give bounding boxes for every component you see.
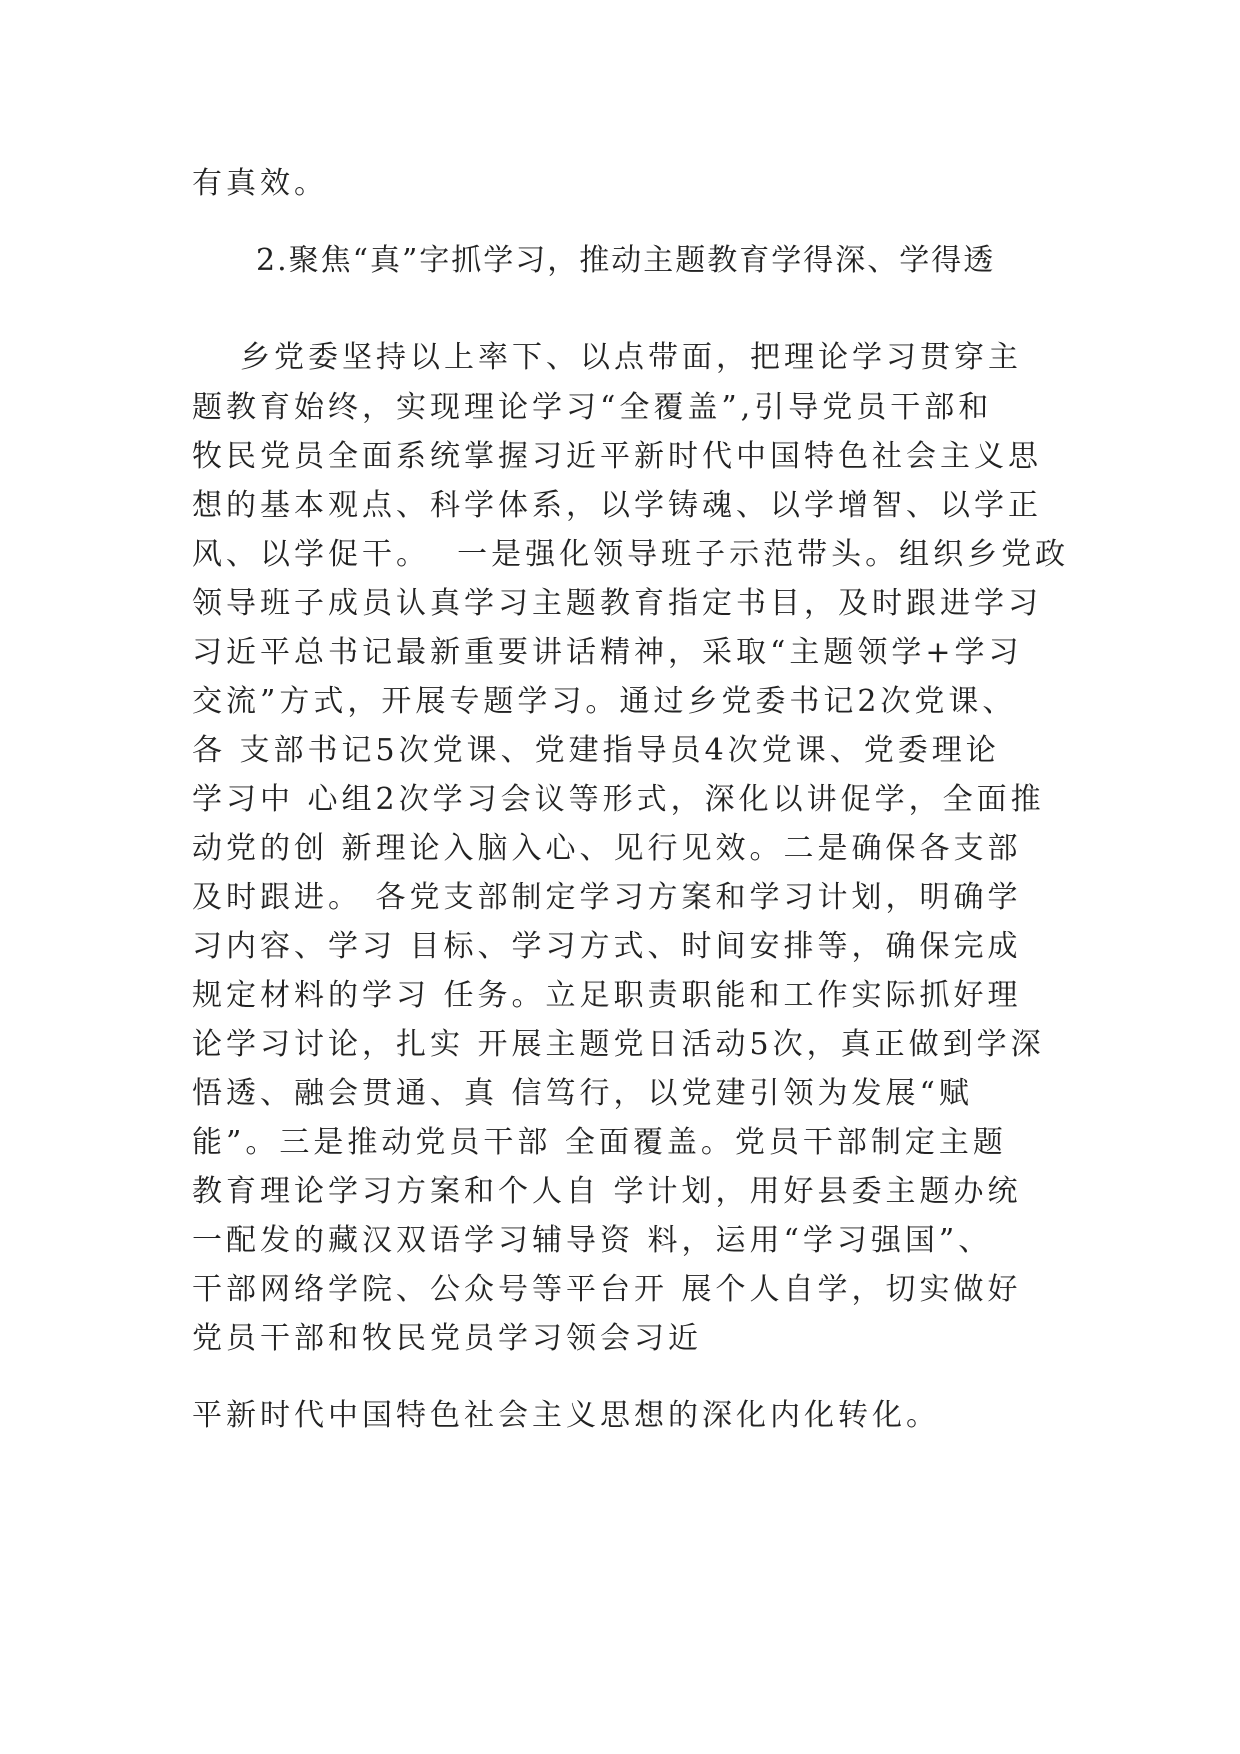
paragraph-line: 交流”方式，开展专题学习。通过乡党委书记2次党课、 bbox=[192, 684, 1017, 719]
paragraph-line: 及时跟进。 各党支部制定学习方案和学习计划，明确学 bbox=[192, 880, 1022, 915]
paragraph-line: 规定材料的学习 任务。立足职责职能和工作实际抓好理 bbox=[192, 978, 1022, 1013]
paragraph-line: 平新时代中国特色社会主义思想的深化内化转化。 bbox=[192, 1398, 940, 1433]
paragraph-line: 能”。三是推动党员干部 全面覆盖。党员干部制定主题 bbox=[192, 1125, 1007, 1160]
paragraph-line: 学习中 心组2次学习会议等形式，深化以讲促学，全面推 bbox=[192, 782, 1045, 817]
paragraph-line: 乡党委坚持以上率下、以点带面，把理论学习贯穿主 bbox=[240, 340, 1022, 375]
paragraph-line: 悟透、融会贯通、真 信笃行，以党建引领为发展“赋 bbox=[192, 1076, 973, 1111]
paragraph-line: 党员干部和牧民党员学习领会习近 bbox=[192, 1321, 702, 1356]
paragraph-line: 题教育始终，实现理论学习“全覆盖”,引导党员干部和 bbox=[192, 390, 993, 425]
paragraph-line: 各 支部书记5次党课、党建指导员4次党课、党委理论 bbox=[192, 733, 1000, 768]
paragraph-line: 想的基本观点、科学体系，以学铸魂、以学增智、以学正 bbox=[192, 488, 1042, 523]
paragraph-line: 牧民党员全面系统掌握习近平新时代中国特色社会主义思 bbox=[192, 439, 1042, 474]
paragraph-line: 风、以学促干。 一是强化领导班子示范带头。组织乡党政 bbox=[192, 537, 1070, 572]
section-heading: 2.聚焦“真”字抓学习，推动主题教育学得深、学得透 bbox=[256, 243, 996, 278]
paragraph-line: 习内容、学习 目标、学习方式、时间安排等，确保完成 bbox=[192, 929, 1022, 964]
text-line-closing: 有真效。 bbox=[192, 166, 328, 201]
paragraph-line: 论学习讨论，扎实 开展主题党日活动5次，真正做到学深 bbox=[192, 1027, 1045, 1062]
paragraph-line: 领导班子成员认真学习主题教育指定书目，及时跟进学习 bbox=[192, 586, 1042, 621]
paragraph-line: 教育理论学习方案和个人自 学计划，用好县委主题办统 bbox=[192, 1174, 1022, 1209]
paragraph-line: 习近平总书记最新重要讲话精神，采取“主题领学+学习 bbox=[192, 635, 1023, 670]
paragraph-line: 一配发的藏汉双语学习辅导资 料，运用“学习强国”、 bbox=[192, 1223, 993, 1258]
paragraph-line: 干部网络学院、公众号等平台开 展个人自学，切实做好 bbox=[192, 1272, 1022, 1307]
paragraph-line: 动党的创 新理论入脑入心、见行见效。二是确保各支部 bbox=[192, 831, 1022, 866]
